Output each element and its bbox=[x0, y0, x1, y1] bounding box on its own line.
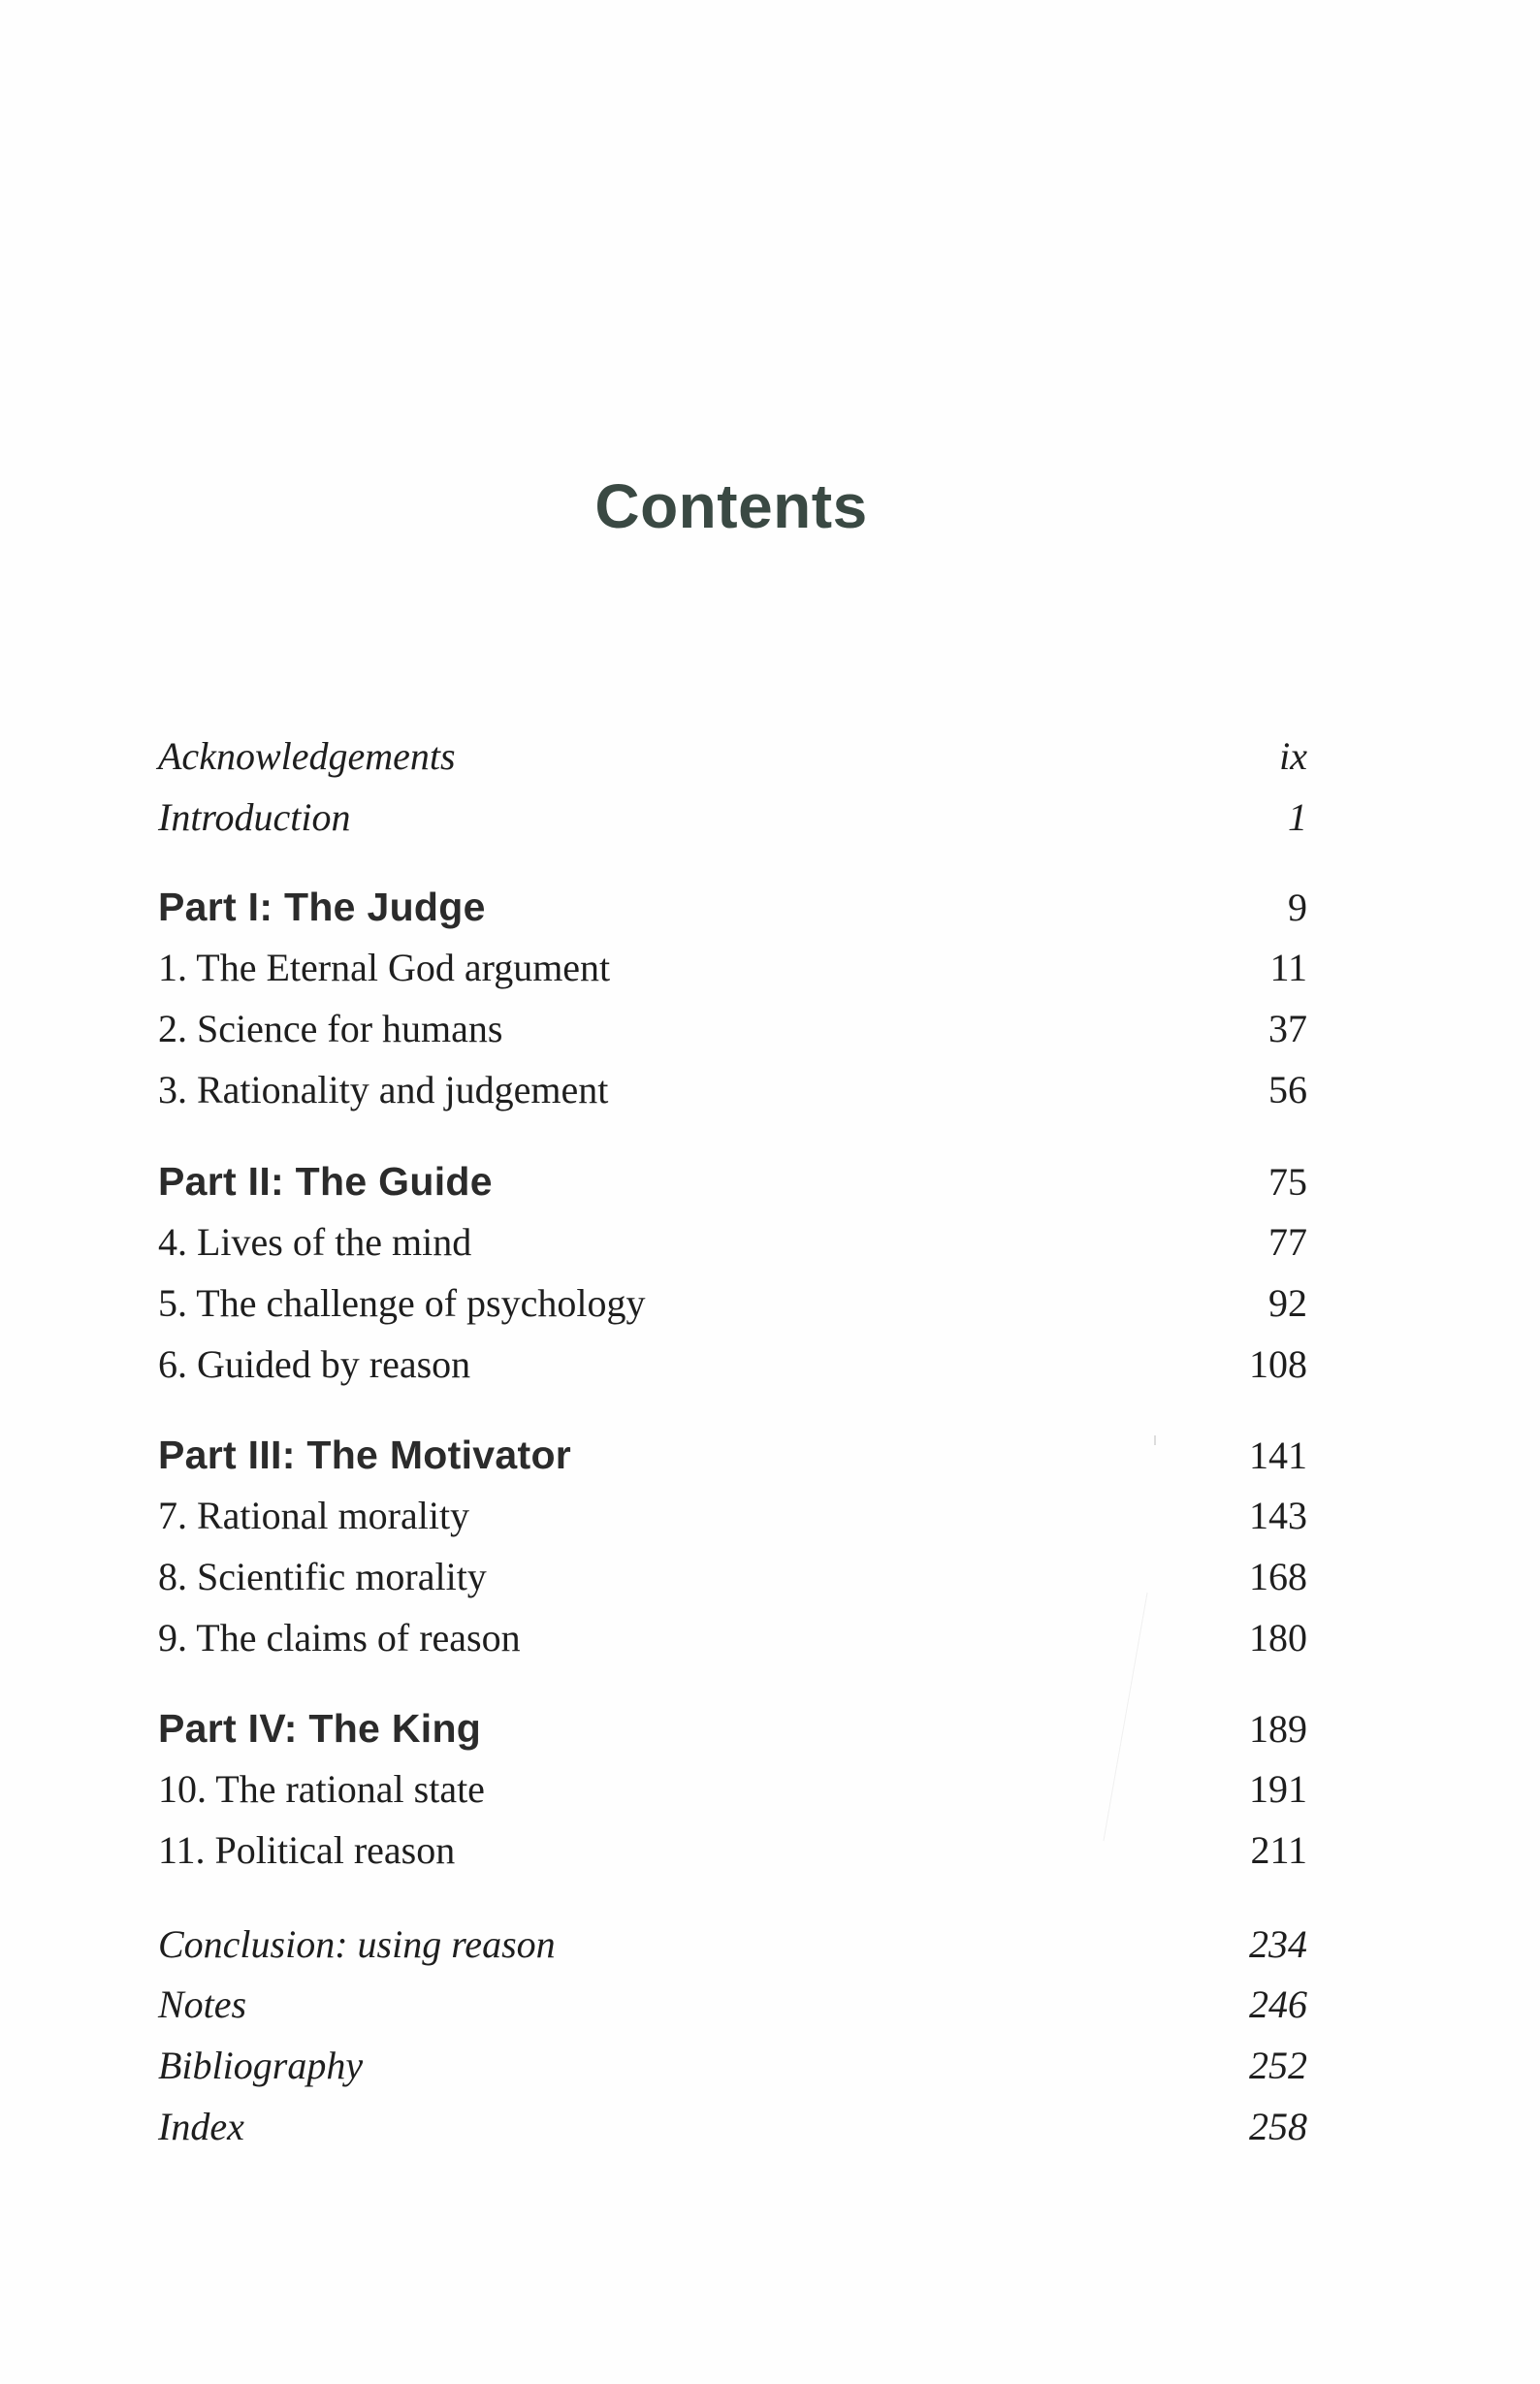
toc-entry-label: 3. Rationality and judgement bbox=[158, 1068, 609, 1111]
toc-part-heading-1[interactable] bbox=[158, 878, 1307, 936]
toc-page-number: 56 bbox=[1268, 1068, 1307, 1111]
toc-entry-label: 7. Rational morality bbox=[158, 1494, 470, 1537]
toc-entry-label: Conclusion: using reason bbox=[158, 1922, 556, 1966]
toc-part-heading-4[interactable] bbox=[158, 1699, 1307, 1757]
toc-entry-label: 11. Political reason bbox=[158, 1828, 456, 1872]
toc-entry-label: 9. The claims of reason bbox=[158, 1616, 521, 1659]
toc-page-number: 211 bbox=[1250, 1828, 1307, 1872]
toc-entry-label: 6. Guided by reason bbox=[158, 1342, 471, 1386]
toc-chapter-2[interactable] bbox=[158, 1000, 1307, 1058]
toc-entry-label: Index bbox=[158, 2105, 244, 2148]
toc-page-number: 258 bbox=[1249, 2105, 1307, 2148]
toc-chapter-7[interactable] bbox=[158, 1487, 1307, 1545]
toc-entry-label: 1. The Eternal God argument bbox=[158, 946, 611, 989]
toc-chapter-3[interactable] bbox=[158, 1061, 1307, 1119]
toc-entry-notes[interactable] bbox=[158, 1976, 1307, 2034]
toc-page-number: 1 bbox=[1288, 795, 1307, 839]
toc-entry-label: Bibliography bbox=[158, 2044, 364, 2087]
toc-page-number: 234 bbox=[1249, 1922, 1307, 1966]
toc-page-number: 143 bbox=[1249, 1494, 1307, 1537]
toc-page-number: 11 bbox=[1269, 946, 1307, 989]
toc-entry-label: 8. Scientific morality bbox=[158, 1555, 487, 1598]
part-heading-label: Part II: The Guide bbox=[158, 1159, 493, 1204]
toc-entry-conclusion[interactable] bbox=[158, 1916, 1307, 1974]
toc-entry-label: Notes bbox=[158, 1982, 247, 2026]
toc-page-number: 180 bbox=[1249, 1616, 1307, 1659]
toc-part-heading-3[interactable] bbox=[158, 1426, 1307, 1484]
toc-chapter-4[interactable] bbox=[158, 1213, 1307, 1272]
toc-entry-introduction[interactable] bbox=[158, 789, 1307, 847]
toc-page-number: ix bbox=[1279, 734, 1307, 778]
toc-entry-bibliography[interactable] bbox=[158, 2037, 1307, 2095]
toc-page-number: 108 bbox=[1249, 1342, 1307, 1386]
toc-page-number: 189 bbox=[1249, 1707, 1307, 1751]
toc-page-number: 141 bbox=[1249, 1434, 1307, 1477]
toc-chapter-8[interactable] bbox=[158, 1548, 1307, 1606]
toc-chapter-5[interactable] bbox=[158, 1274, 1307, 1333]
toc-page-number: 168 bbox=[1249, 1555, 1307, 1598]
toc-part-heading-2[interactable] bbox=[158, 1152, 1307, 1210]
toc-chapter-1[interactable] bbox=[158, 939, 1307, 997]
toc-page-number: 191 bbox=[1249, 1767, 1307, 1811]
toc-entry-label: 2. Science for humans bbox=[158, 1007, 503, 1050]
toc-page-number: 37 bbox=[1268, 1007, 1307, 1050]
toc-entry-label: Acknowledgements bbox=[158, 734, 456, 778]
part-heading-label: Part IV: The King bbox=[158, 1706, 482, 1751]
toc-page-number: 92 bbox=[1268, 1281, 1307, 1325]
toc-entry-label: 4. Lives of the mind bbox=[158, 1220, 472, 1264]
toc-entry-label: 5. The challenge of psychology bbox=[158, 1281, 646, 1325]
toc-chapter-6[interactable] bbox=[158, 1336, 1307, 1394]
toc-entry-index[interactable] bbox=[158, 2098, 1307, 2156]
toc-page-number: 9 bbox=[1288, 886, 1307, 929]
toc-entry-label: 10. The rational state bbox=[158, 1767, 485, 1811]
toc-chapter-11[interactable] bbox=[158, 1821, 1307, 1880]
part-heading-label: Part III: The Motivator bbox=[158, 1433, 572, 1477]
toc-entry-label: Introduction bbox=[158, 795, 351, 839]
page-title: Contents bbox=[594, 471, 868, 541]
toc-page-number: 77 bbox=[1268, 1220, 1307, 1264]
toc-page-number: 252 bbox=[1249, 2044, 1307, 2087]
toc-page-number: 75 bbox=[1268, 1160, 1307, 1204]
part-heading-label: Part I: The Judge bbox=[158, 885, 486, 929]
toc-page-number: 246 bbox=[1249, 1982, 1307, 2026]
toc-chapter-10[interactable] bbox=[158, 1760, 1307, 1819]
scan-speck bbox=[1154, 1435, 1156, 1445]
toc-entry-acknowledgements[interactable] bbox=[158, 727, 1307, 786]
